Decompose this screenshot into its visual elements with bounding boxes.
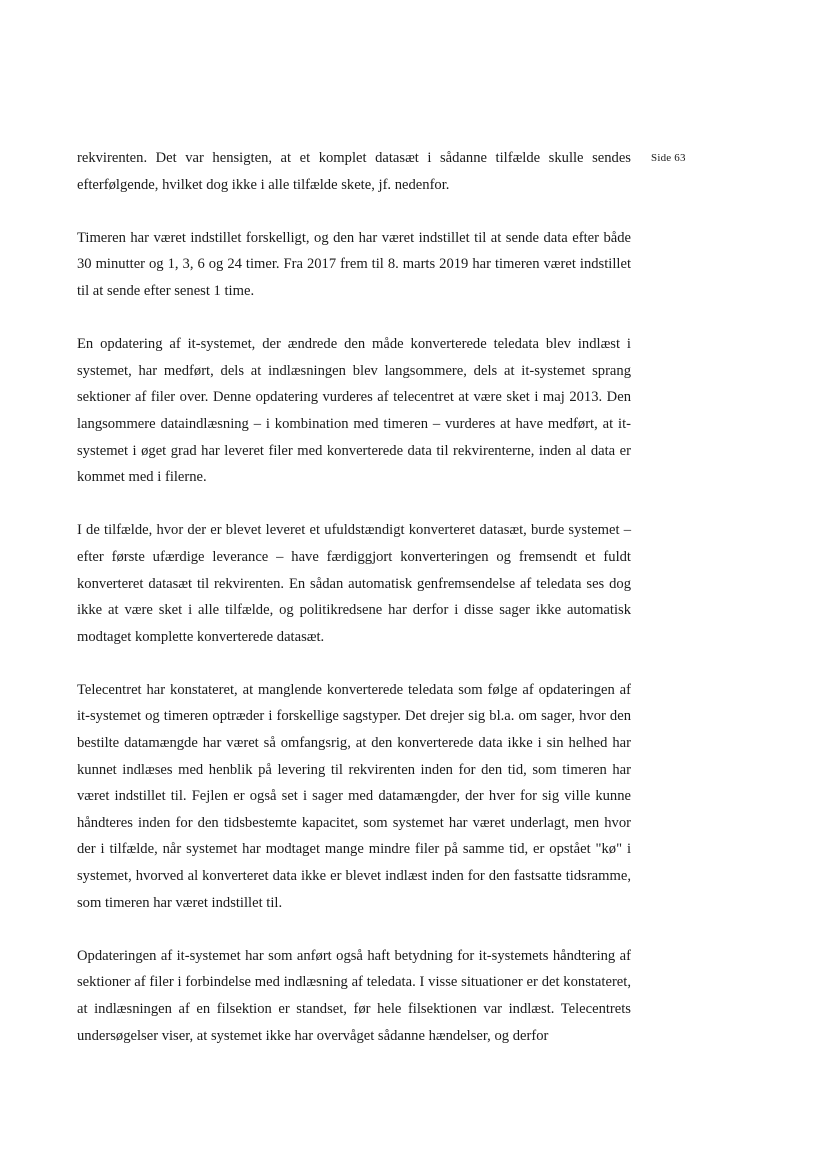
page-number: Side 63: [651, 152, 686, 164]
paragraph-6: Opdateringen af it-systemet har som anført også haft betydning for it-systemets håndtering af sektioner af filer i forbindelse med indlæsning af teledata. I visse situationer er det konstateret, at indlæsningen af en filsektion er standset, før hele filsektionen var indlæst. Telecentrets undersøgelser viser, at systemet ikke har overvåget sådanne hændelser, og derfor: [77, 947, 631, 1044]
paragraph-3: En opdatering af it-systemet, der ændrede den måde konverterede teledata blev indlæst i systemet, har medført, dels at indlæsningen blev langsommere, dels at it-systemet sprang sektioner af filer over. Denne opdatering vurderes af telecentret at være sket i maj 2013. Den langsommere dataindlæsning – i kombination med timeren – vurderes at have medført, at it-systemet i øget grad har leveret filer med konverterede data til rekvirenterne, inden al data er kommet med i filerne.: [77, 336, 631, 486]
paragraph-1: rekvirenten. Det var hensigten, at et komplet datasæt i sådanne tilfælde skulle sendes efterfølgende, hvilket dog ikke i alle tilfælde skete, jf. nedenfor.: [77, 150, 631, 193]
body-text: [77, 145, 631, 1049]
paragraph-2: Timeren har været indstillet forskelligt, og den har været indstillet til at sende data efter både 30 minutter og 1, 3, 6 og 24 timer. Fra 2017 frem til 8. marts 2019 har timeren været indstillet til at sende efter senest 1 time.: [77, 229, 631, 299]
paragraph-5: Telecentret har konstateret, at manglende konverterede teledata som følge af opdateringen af it-systemet og timeren optræder i forskellige sagstyper. Det drejer sig bl.a. om sager, hvor den bestilte datamængde har været så omfangsrig, at den konverterede data ikke i sin helhed har kunnet indlæses med henblik på levering til rekvirenten inden for den tid, som timeren har været indstillet til. Fejlen er også set i sager med datamængder, der hver for sig ville kunne håndteres inden for den tidsbestemte kapacitet, som systemet har været underlagt, men hvor der i tilfælde, når systemet har modtaget mange mindre filer på samme tid, er opstået "kø" i systemet, hvorved al konverteret data ikke er blevet indlæst inden for den fastsatte tidsramme, som timeren har været indstillet til.: [77, 681, 631, 911]
paragraph-4: I de tilfælde, hvor der er blevet leveret et ufuldstændigt konverteret datasæt, burde systemet – efter første ufærdige leverance – have færdiggjort konverteringen og fremsendt et fuldt konverteret datasæt til rekvirenten. En sådan automatisk genfremsendelse af teledata ses dog ikke at være sket i alle tilfælde, og politikredsene har derfor i disse sager ikke automatisk modtaget komplette konverterede datasæt.: [77, 522, 631, 645]
